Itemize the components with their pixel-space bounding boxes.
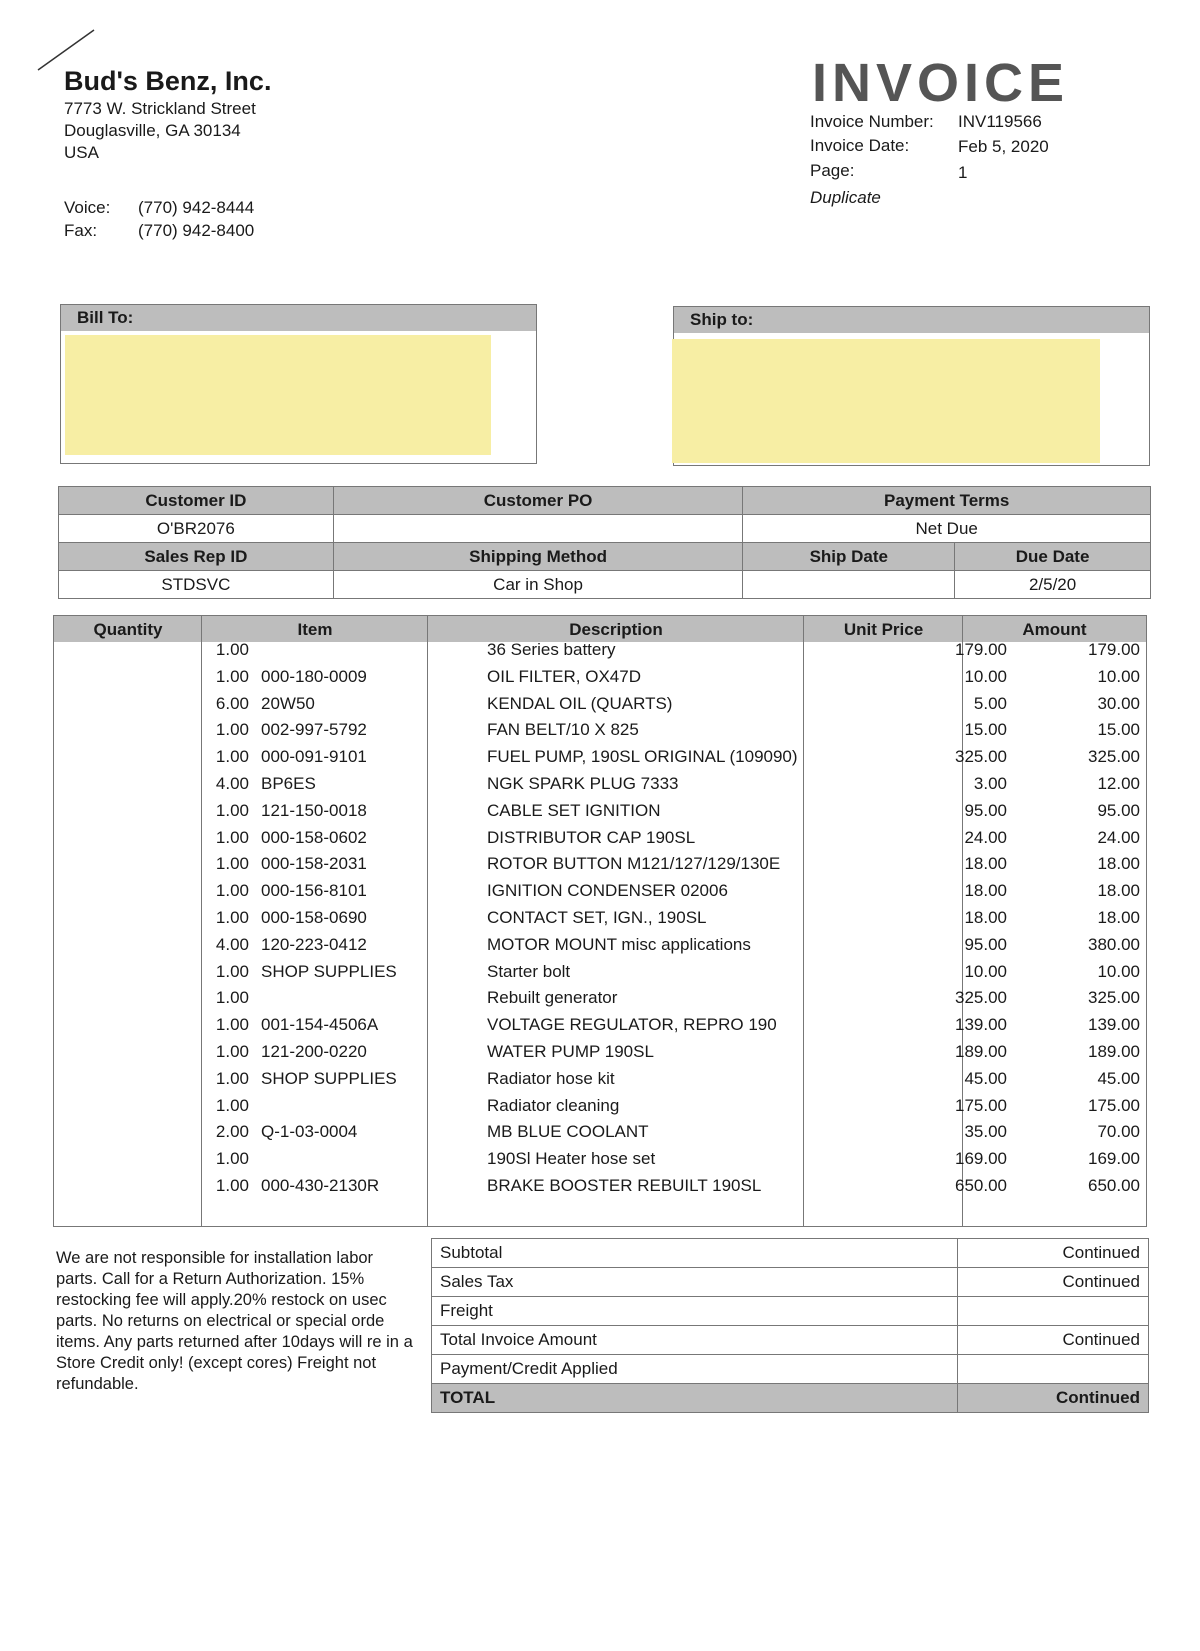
invoice-date-label: Invoice Date:: [810, 136, 910, 155]
line-item-unit-price: 325.00: [955, 988, 1007, 1008]
bill-to-label: Bill To:: [61, 305, 536, 331]
line-item-quantity: 1.00: [215, 720, 249, 740]
line-item-description: CONTACT SET, IGN., 190SL: [487, 908, 707, 927]
line-item-unit-price: 3.00: [973, 774, 1007, 793]
line-item-amount: 325.00: [1088, 988, 1140, 1008]
line-item-description: CABLE SET IGNITION: [487, 800, 661, 820]
line-item-row: [54, 1147, 1146, 1174]
line-item-amount: 325.00: [1088, 747, 1140, 767]
unit-price-header: Unit Price: [843, 620, 924, 639]
line-item-unit-price: 169.00: [955, 1149, 1007, 1169]
line-item-quantity: 1.00: [215, 854, 249, 874]
line-item-description: VOLTAGE REGULATOR, REPRO 190: [487, 1015, 777, 1035]
customer-info-table: [58, 486, 1151, 599]
ship-to-label: Ship to:: [674, 307, 1149, 333]
quantity-header: Quantity: [93, 620, 163, 639]
line-item-unit-price: 5.00: [973, 693, 1007, 713]
line-item-item-code: SHOP SUPPLIES: [261, 1068, 397, 1088]
line-item-item-code: 121-150-0018: [261, 800, 367, 820]
page-label: Page:: [810, 161, 855, 180]
freight-label: Freight: [432, 1297, 958, 1326]
line-item-row: [54, 986, 1146, 1013]
line-item-item-code: Q-1-03-0004: [261, 1122, 358, 1142]
invoice-date: Feb 5, 2020: [958, 137, 1049, 156]
payment-terms-header: Payment Terms: [743, 487, 1151, 515]
line-item-amount: 12.00: [1097, 774, 1140, 793]
subtotal-value: Continued: [958, 1239, 1149, 1268]
line-item-amount: 18.00: [1097, 854, 1140, 874]
description-header: Description: [569, 620, 663, 639]
line-item-unit-price: 10.00: [964, 666, 1007, 686]
freight-value: [958, 1297, 1149, 1326]
line-item-description: BRAKE BOOSTER REBUILT 190SL: [487, 1176, 762, 1195]
line-item-quantity: 4.00: [215, 774, 249, 793]
line-item-unit-price: 35.00: [964, 1122, 1007, 1142]
line-item-item-code: 20W50: [261, 693, 315, 713]
line-item-unit-price: 175.00: [955, 1095, 1007, 1115]
ship-to-box: [673, 306, 1150, 466]
payment-terms-value: Net Due: [743, 515, 1151, 543]
line-item-item-code: 120-223-0412: [261, 934, 367, 954]
subtotal-label: Subtotal: [432, 1239, 958, 1268]
line-item-quantity: 6.00: [215, 693, 249, 713]
sales-tax-label: Sales Tax: [432, 1268, 958, 1297]
amount-header: Amount: [1022, 620, 1087, 639]
line-item-amount: 24.00: [1097, 827, 1140, 847]
line-item-description: FAN BELT/10 X 825: [487, 720, 639, 740]
page-number: 1: [958, 163, 968, 182]
line-item-description: 190Sl Heater hose set: [487, 1149, 656, 1169]
line-item-quantity: 1.00: [215, 640, 249, 659]
line-item-quantity: 1.00: [215, 988, 249, 1008]
line-item-row: [54, 879, 1146, 906]
line-item-amount: 139.00: [1088, 1015, 1140, 1035]
line-item-description: OIL FILTER, OX47D: [487, 666, 641, 686]
line-item-amount: 95.00: [1097, 800, 1140, 820]
line-item-unit-price: 18.00: [964, 881, 1007, 901]
line-item-description: FUEL PUMP, 190SL ORIGINAL (109090): [487, 747, 798, 767]
customer-id-header: Customer ID: [59, 487, 334, 515]
shipping-method-value: Car in Shop: [333, 571, 743, 599]
line-item-item-code: 000-091-9101: [261, 747, 367, 767]
line-item-row: [54, 772, 1146, 799]
line-item-unit-price: 15.00: [964, 720, 1007, 740]
line-item-quantity: 4.00: [215, 934, 249, 954]
line-item-item-code: SHOP SUPPLIES: [261, 961, 397, 981]
line-item-item-code: 001-154-4506A: [261, 1015, 379, 1035]
line-item-row: [54, 745, 1146, 772]
total-invoice-label: Total Invoice Amount: [432, 1326, 958, 1355]
line-item-description: IGNITION CONDENSER 02006: [487, 881, 728, 901]
line-item-item-code: 000-430-2130R: [261, 1176, 380, 1195]
line-item-description: ROTOR BUTTON M121/127/129/130E: [487, 854, 781, 874]
company-address-line-3: USA: [64, 143, 99, 162]
line-item-description: DISTRIBUTOR CAP 190SL: [487, 827, 696, 847]
line-item-item-code: 000-158-2031: [261, 854, 367, 874]
line-item-amount: 10.00: [1097, 666, 1140, 686]
line-item-item-code: 121-200-0220: [261, 1042, 367, 1061]
sales-rep-value: STDSVC: [59, 571, 334, 599]
line-item-row: [54, 906, 1146, 933]
line-item-amount: 15.00: [1097, 720, 1140, 740]
line-item-row: [54, 852, 1146, 879]
line-items-table: [53, 615, 1147, 1227]
total-invoice-value: Continued: [958, 1326, 1149, 1355]
line-item-amount: 175.00: [1088, 1095, 1140, 1115]
shipping-method-header: Shipping Method: [333, 543, 743, 571]
voice-number: (770) 942-8444: [138, 198, 255, 217]
line-item-row: [54, 960, 1146, 987]
line-item-amount: 650.00: [1088, 1176, 1140, 1195]
line-item-quantity: 1.00: [215, 908, 249, 927]
line-item-quantity: 1.00: [215, 1176, 249, 1195]
line-item-amount: 10.00: [1097, 961, 1140, 981]
line-item-unit-price: 139.00: [955, 1015, 1007, 1035]
line-item-description: Starter bolt: [487, 961, 571, 981]
voice-label: Voice:: [64, 198, 111, 217]
line-item-unit-price: 24.00: [964, 827, 1007, 847]
line-item-quantity: 1.00: [215, 881, 249, 901]
customer-po-header: Customer PO: [333, 487, 743, 515]
company-name: Bud's Benz, Inc.: [64, 66, 272, 96]
line-item-row: [54, 1094, 1146, 1121]
line-item-row: [54, 933, 1146, 960]
line-item-amount: 189.00: [1088, 1042, 1140, 1061]
line-item-description: KENDAL OIL (QUARTS): [487, 693, 673, 713]
line-item-amount: 45.00: [1097, 1068, 1140, 1088]
fax-number: (770) 942-8400: [138, 221, 255, 240]
line-item-amount: 18.00: [1097, 908, 1140, 927]
line-item-quantity: 1.00: [215, 1068, 249, 1088]
duplicate-note: Duplicate: [810, 188, 881, 207]
line-item-unit-price: 189.00: [955, 1042, 1007, 1061]
line-item-item-code: BP6ES: [261, 774, 316, 793]
line-item-quantity: 1.00: [215, 666, 249, 686]
line-item-row: [54, 1067, 1146, 1094]
customer-id-value: O'BR2076: [59, 515, 334, 543]
line-item-row: [54, 692, 1146, 719]
ship-to-redaction: [672, 339, 1100, 463]
ship-date-header: Ship Date: [743, 543, 955, 571]
customer-po-value: [333, 515, 743, 543]
invoice-title: INVOICE: [812, 53, 1070, 113]
return-policy-note: We are not responsible for installation labor parts. Call for a Return Authorization. 15% restocking fee will apply.20% restock on usec parts. No returns on electrical or special orde items. Any parts returned after 10days will re in a Store Credit only! (except cores) Freight not refundable.: [56, 1249, 413, 1393]
line-item-quantity: 1.00: [215, 800, 249, 820]
line-item-amount: 30.00: [1097, 693, 1140, 713]
line-item-description: Radiator hose kit: [487, 1068, 615, 1088]
line-item-amount: 18.00: [1097, 881, 1140, 901]
line-item-description: Rebuilt generator: [487, 988, 618, 1008]
bill-to-redaction: [65, 335, 491, 455]
fax-label: Fax:: [64, 221, 98, 240]
line-item-description: NGK SPARK PLUG 7333: [487, 774, 679, 793]
line-item-quantity: 2.00: [215, 1122, 249, 1142]
sales-rep-header: Sales Rep ID: [59, 543, 334, 571]
line-item-quantity: 1.00: [215, 1015, 249, 1035]
bill-to-box: [60, 304, 537, 464]
line-item-row: [54, 638, 1146, 665]
due-date-header: Due Date: [955, 543, 1151, 571]
line-item-quantity: 1.00: [215, 1149, 249, 1169]
line-item-unit-price: 95.00: [964, 934, 1007, 954]
ship-date-value: [743, 571, 955, 599]
company-address-line-1: 7773 W. Strickland Street: [64, 99, 256, 118]
line-item-unit-price: 10.00: [964, 961, 1007, 981]
line-item-row: [54, 1040, 1146, 1067]
line-item-description: MOTOR MOUNT misc applications: [487, 934, 751, 954]
line-item-row: [54, 1120, 1146, 1147]
line-item-row: [54, 718, 1146, 745]
totals-table: [431, 1238, 1149, 1413]
company-address-line-2: Douglasville, GA 30134: [64, 121, 241, 140]
line-item-item-code: 000-180-0009: [261, 666, 367, 686]
line-item-unit-price: 45.00: [964, 1068, 1007, 1088]
line-item-description: Radiator cleaning: [487, 1095, 620, 1115]
line-item-description: WATER PUMP 190SL: [487, 1042, 654, 1061]
line-item-amount: 380.00: [1088, 934, 1140, 954]
due-date-value: 2/5/20: [955, 571, 1151, 599]
line-item-row: [54, 665, 1146, 692]
line-item-item-code: 002-997-5792: [261, 720, 367, 740]
line-items-body: [54, 642, 1146, 1226]
sales-tax-value: Continued: [958, 1268, 1149, 1297]
line-item-item-code: 000-156-8101: [261, 881, 367, 901]
invoice-number: INV119566: [958, 112, 1042, 131]
line-item-amount: 70.00: [1097, 1122, 1140, 1142]
line-item-unit-price: 325.00: [955, 747, 1007, 767]
line-item-row: [54, 799, 1146, 826]
line-item-quantity: 1.00: [215, 961, 249, 981]
line-item-row: [54, 1174, 1146, 1201]
line-item-item-code: 000-158-0602: [261, 827, 367, 847]
line-item-item-code: 000-158-0690: [261, 908, 367, 927]
line-item-amount: 179.00: [1088, 640, 1140, 659]
line-item-row: [54, 826, 1146, 853]
total-value: Continued: [958, 1384, 1149, 1413]
line-item-unit-price: 18.00: [964, 908, 1007, 927]
item-header: Item: [297, 620, 333, 639]
line-item-unit-price: 650.00: [955, 1176, 1007, 1195]
payment-credit-value: [958, 1355, 1149, 1384]
line-item-quantity: 1.00: [215, 827, 249, 847]
line-item-description: MB BLUE COOLANT: [487, 1122, 649, 1142]
line-item-amount: 169.00: [1088, 1149, 1140, 1169]
line-item-unit-price: 179.00: [955, 640, 1007, 659]
invoice-number-label: Invoice Number:: [810, 112, 934, 131]
line-item-row: [54, 1013, 1146, 1040]
line-item-quantity: 1.00: [215, 1042, 249, 1061]
line-item-unit-price: 18.00: [964, 854, 1007, 874]
line-item-description: 36 Series battery: [487, 640, 616, 659]
line-item-quantity: 1.00: [215, 1095, 249, 1115]
line-item-unit-price: 95.00: [964, 800, 1007, 820]
payment-credit-label: Payment/Credit Applied: [432, 1355, 958, 1384]
line-item-quantity: 1.00: [215, 747, 249, 767]
total-label: TOTAL: [432, 1384, 958, 1413]
